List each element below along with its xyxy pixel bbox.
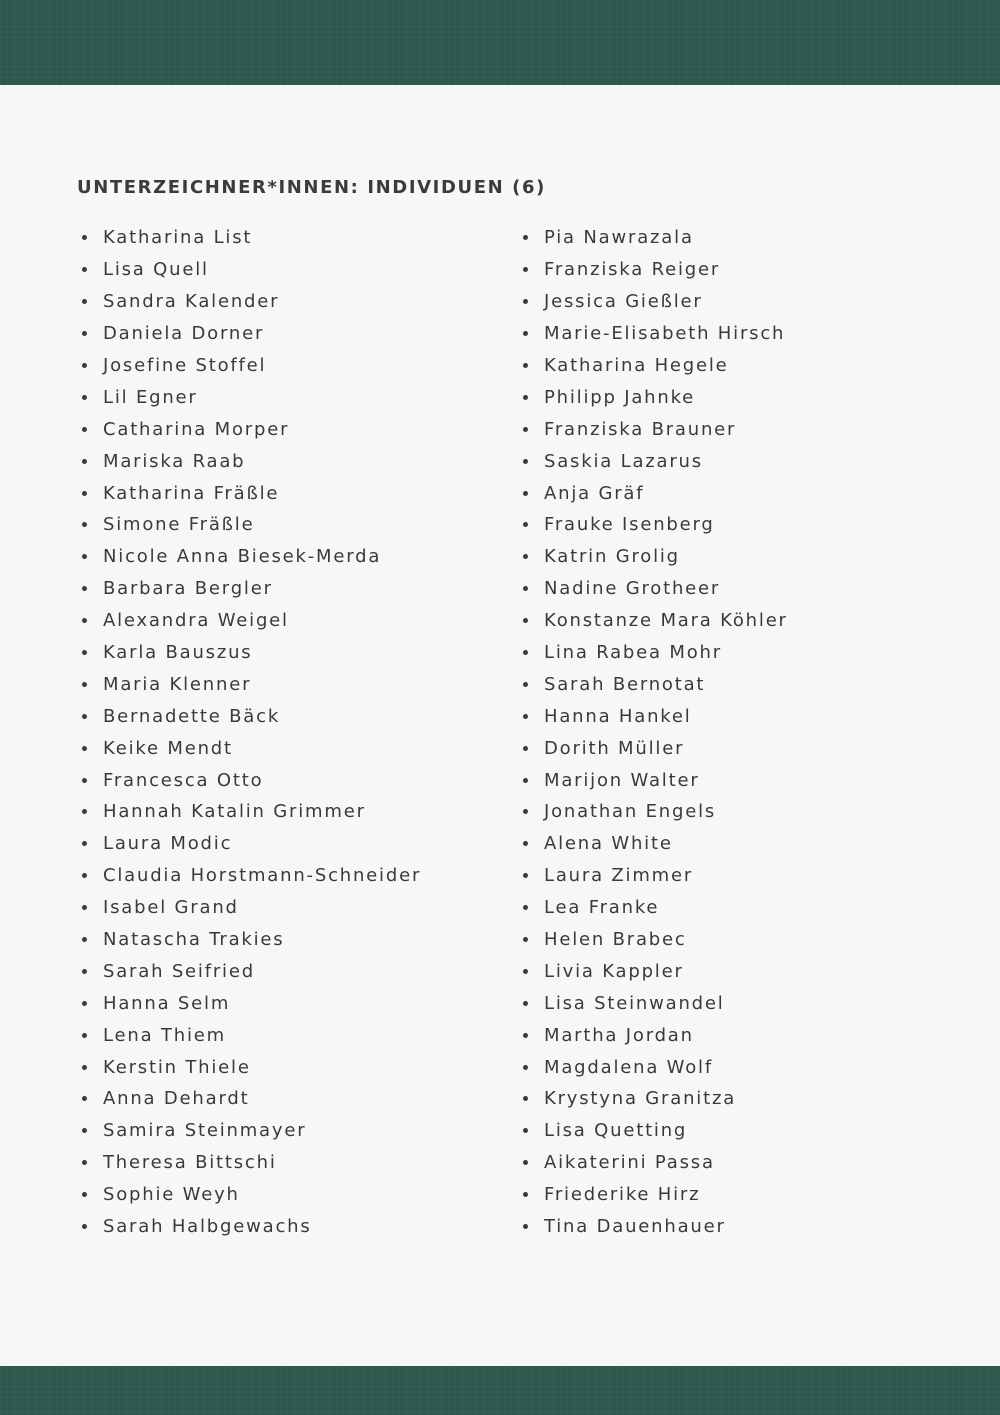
list-item [523,286,788,318]
list-item [82,222,421,254]
list-item [523,796,788,828]
list-item [523,318,788,350]
bullet-icon [82,235,87,240]
bullet-icon [523,1224,528,1229]
bullet-icon [523,1065,528,1070]
list-item [82,668,421,700]
bullet-icon [82,1160,87,1165]
bullet-icon [523,459,528,464]
list-item [523,860,788,892]
bullet-icon [82,969,87,974]
bullet-icon [523,778,528,783]
list-item [82,860,421,892]
list-item [523,1083,788,1115]
signatory-name: Nicole Anna Biesek-Merda [103,546,382,568]
bullet-icon [523,905,528,910]
signatory-name: Simone Fräßle [103,514,255,536]
list-item [523,445,788,477]
list-item [523,1051,788,1083]
signatory-name: Magdalena Wolf [544,1056,713,1078]
signatory-name: Martha Jordan [544,1024,694,1046]
signatory-name: Franziska Brauner [544,418,737,440]
signatory-name: Krystyna Granitza [544,1088,737,1110]
list-item [523,605,788,637]
list-item [523,541,788,573]
signatory-name: Hanna Selm [103,992,231,1014]
list-item [82,605,421,637]
signatory-name: Katharina List [103,227,253,249]
list-item [82,955,421,987]
list-item [82,350,421,382]
page-title: UNTERZEICHNER*INNEN: INDIVIDUEN (6) [77,177,546,198]
top-banner [0,0,1000,85]
list-item [523,1179,788,1211]
bullet-icon [82,586,87,591]
signatory-name: Bernadette Bäck [103,705,281,727]
signatory-name: Lena Thiem [103,1024,226,1046]
bullet-icon [523,969,528,974]
list-item [82,1147,421,1179]
signatory-name: Aikaterini Passa [544,1152,715,1174]
signatory-list-left [82,222,421,1243]
bottom-banner [0,1366,1000,1415]
signatory-name: Sophie Weyh [103,1184,240,1206]
signatory-list-right [523,222,788,1243]
signatory-name: Hanna Hankel [544,705,692,727]
bullet-icon [523,331,528,336]
signatory-name: Isabel Grand [103,897,239,919]
list-item [82,828,421,860]
signatory-name: Pia Nawrazala [544,227,694,249]
bullet-icon [523,841,528,846]
list-item [523,413,788,445]
list-item [523,1211,788,1243]
list-item [82,796,421,828]
signatory-name: Daniela Dorner [103,323,265,345]
bullet-icon [82,427,87,432]
signatory-name: Natascha Trakies [103,929,285,951]
bullet-icon [523,682,528,687]
signatory-name: Josefine Stoffel [103,355,267,376]
signatory-name: Jonathan Engels [544,801,717,823]
signatory-name: Franziska Reiger [544,259,721,281]
list-item [523,987,788,1019]
list-item [523,924,788,956]
signatory-name: Alexandra Weigel [103,610,289,632]
list-item [523,700,788,732]
signatory-name: Katharina Hegele [544,355,729,376]
signatory-name: Dorith Müller [544,737,685,759]
list-item [523,381,788,413]
list-item [82,1179,421,1211]
list-item [82,541,421,573]
bullet-icon [523,1033,528,1038]
signatory-name: Lisa Steinwandel [544,992,725,1014]
signatory-name: Philipp Jahnke [544,386,696,408]
list-item [82,1083,421,1115]
signatory-name: Lil Egner [103,386,198,408]
bullet-icon [523,1192,528,1197]
bullet-icon [82,331,87,336]
signatory-name: Anja Gräf [544,482,645,504]
bullet-icon [82,746,87,751]
bullet-icon [82,395,87,400]
list-item [523,668,788,700]
list-item [82,1211,421,1243]
signatory-name: Marijon Walter [544,769,700,791]
list-item [523,350,788,382]
signatory-name: Karla Bauszus [103,642,253,664]
bullet-icon [523,1001,528,1006]
signatory-name: Francesca Otto [103,769,264,791]
signatory-name: Jessica Gießler [544,291,703,313]
list-item [523,1019,788,1051]
bullet-icon [82,778,87,783]
signatory-name: Nadine Grotheer [544,578,721,600]
bullet-icon [523,363,528,368]
bullet-icon [82,873,87,878]
bullet-icon [82,1224,87,1229]
list-item [82,700,421,732]
list-item [82,254,421,286]
list-item [82,318,421,350]
signatory-name: Sarah Bernotat [544,673,706,695]
bullet-icon [523,937,528,942]
bullet-icon [82,618,87,623]
bullet-icon [82,682,87,687]
bullet-icon [523,650,528,655]
list-item [82,924,421,956]
bullet-icon [523,586,528,591]
signatory-name: Marie-Elisabeth Hirsch [544,323,786,345]
bullet-icon [82,1128,87,1133]
list-item [82,286,421,318]
list-item [82,1051,421,1083]
list-item [82,477,421,509]
bullet-icon [82,491,87,496]
bullet-icon [523,522,528,527]
bullet-icon [82,554,87,559]
signatory-name: Samira Steinmayer [103,1120,307,1142]
bullet-icon [523,1128,528,1133]
list-item [523,828,788,860]
list-item [523,764,788,796]
bullet-icon [82,714,87,719]
list-item [523,477,788,509]
list-item [523,1115,788,1147]
signatory-name: Laura Zimmer [544,865,694,887]
signatory-name: Helen Brabec [544,929,687,951]
bullet-icon [523,427,528,432]
bullet-icon [82,1192,87,1197]
signatory-name: Sarah Seifried [103,960,255,982]
list-item [82,381,421,413]
bullet-icon [82,809,87,814]
signatory-name: Friederike Hirz [544,1184,701,1206]
signatory-name: Lisa Quell [103,259,209,281]
list-item [523,222,788,254]
signatory-name: Katharina Fräßle [103,482,280,504]
bullet-icon [82,267,87,272]
list-item [523,955,788,987]
list-item [523,637,788,669]
signatory-name: Sarah Halbgewachs [103,1216,312,1238]
list-item [523,509,788,541]
bullet-icon [82,363,87,368]
bullet-icon [82,1096,87,1101]
bullet-icon [523,395,528,400]
signatory-name: Claudia Horstmann-Schneider [103,865,422,887]
signatory-name: Tina Dauenhauer [544,1216,726,1238]
signatory-name: Kerstin Thiele [103,1056,251,1078]
list-item [82,1019,421,1051]
list-item [82,1115,421,1147]
list-item [82,987,421,1019]
bullet-icon [523,267,528,272]
bullet-icon [82,841,87,846]
bullet-icon [523,554,528,559]
signatory-name: Mariska Raab [103,450,246,472]
bullet-icon [82,1065,87,1070]
list-item [82,892,421,924]
bullet-icon [523,1160,528,1165]
list-item [82,637,421,669]
signatory-name: Frauke Isenberg [544,514,715,536]
signatory-name: Lisa Quetting [544,1120,688,1142]
signatory-name: Konstanze Mara Köhler [544,610,788,632]
signatory-name: Alena White [544,833,673,855]
bullet-icon [523,714,528,719]
signatory-name: Lina Rabea Mohr [544,642,722,664]
list-item [82,509,421,541]
signatory-name: Saskia Lazarus [544,450,703,472]
signatory-name: Barbara Bergler [103,578,273,600]
bullet-icon [523,235,528,240]
bullet-icon [523,491,528,496]
bullet-icon [82,650,87,655]
bullet-icon [82,299,87,304]
signatory-name: Lea Franke [544,897,660,919]
bullet-icon [523,873,528,878]
signatory-name: Keike Mendt [103,737,233,759]
list-item [523,892,788,924]
bullet-icon [523,809,528,814]
list-item [523,254,788,286]
bullet-icon [523,299,528,304]
bullet-icon [523,746,528,751]
signatory-name: Sandra Kalender [103,291,280,313]
bullet-icon [523,1096,528,1101]
bullet-icon [82,905,87,910]
signatory-name: Maria Klenner [103,673,252,695]
signatory-name: Hannah Katalin Grimmer [103,801,366,823]
list-item [523,1147,788,1179]
signatory-name: Katrin Grolig [544,546,680,568]
signatory-name: Catharina Morper [103,418,290,440]
signatory-name: Anna Dehardt [103,1088,250,1110]
bullet-icon [523,618,528,623]
list-item [523,573,788,605]
signatory-name: Theresa Bittschi [103,1152,277,1174]
bullet-icon [82,522,87,527]
bullet-icon [82,1033,87,1038]
list-item [82,764,421,796]
signatory-name: Laura Modic [103,833,233,855]
bullet-icon [82,937,87,942]
list-item [523,732,788,764]
list-item [82,732,421,764]
signatory-name: Livia Kappler [544,960,684,982]
bullet-icon [82,1001,87,1006]
bullet-icon [82,459,87,464]
list-item [82,413,421,445]
list-item [82,573,421,605]
list-item [82,445,421,477]
